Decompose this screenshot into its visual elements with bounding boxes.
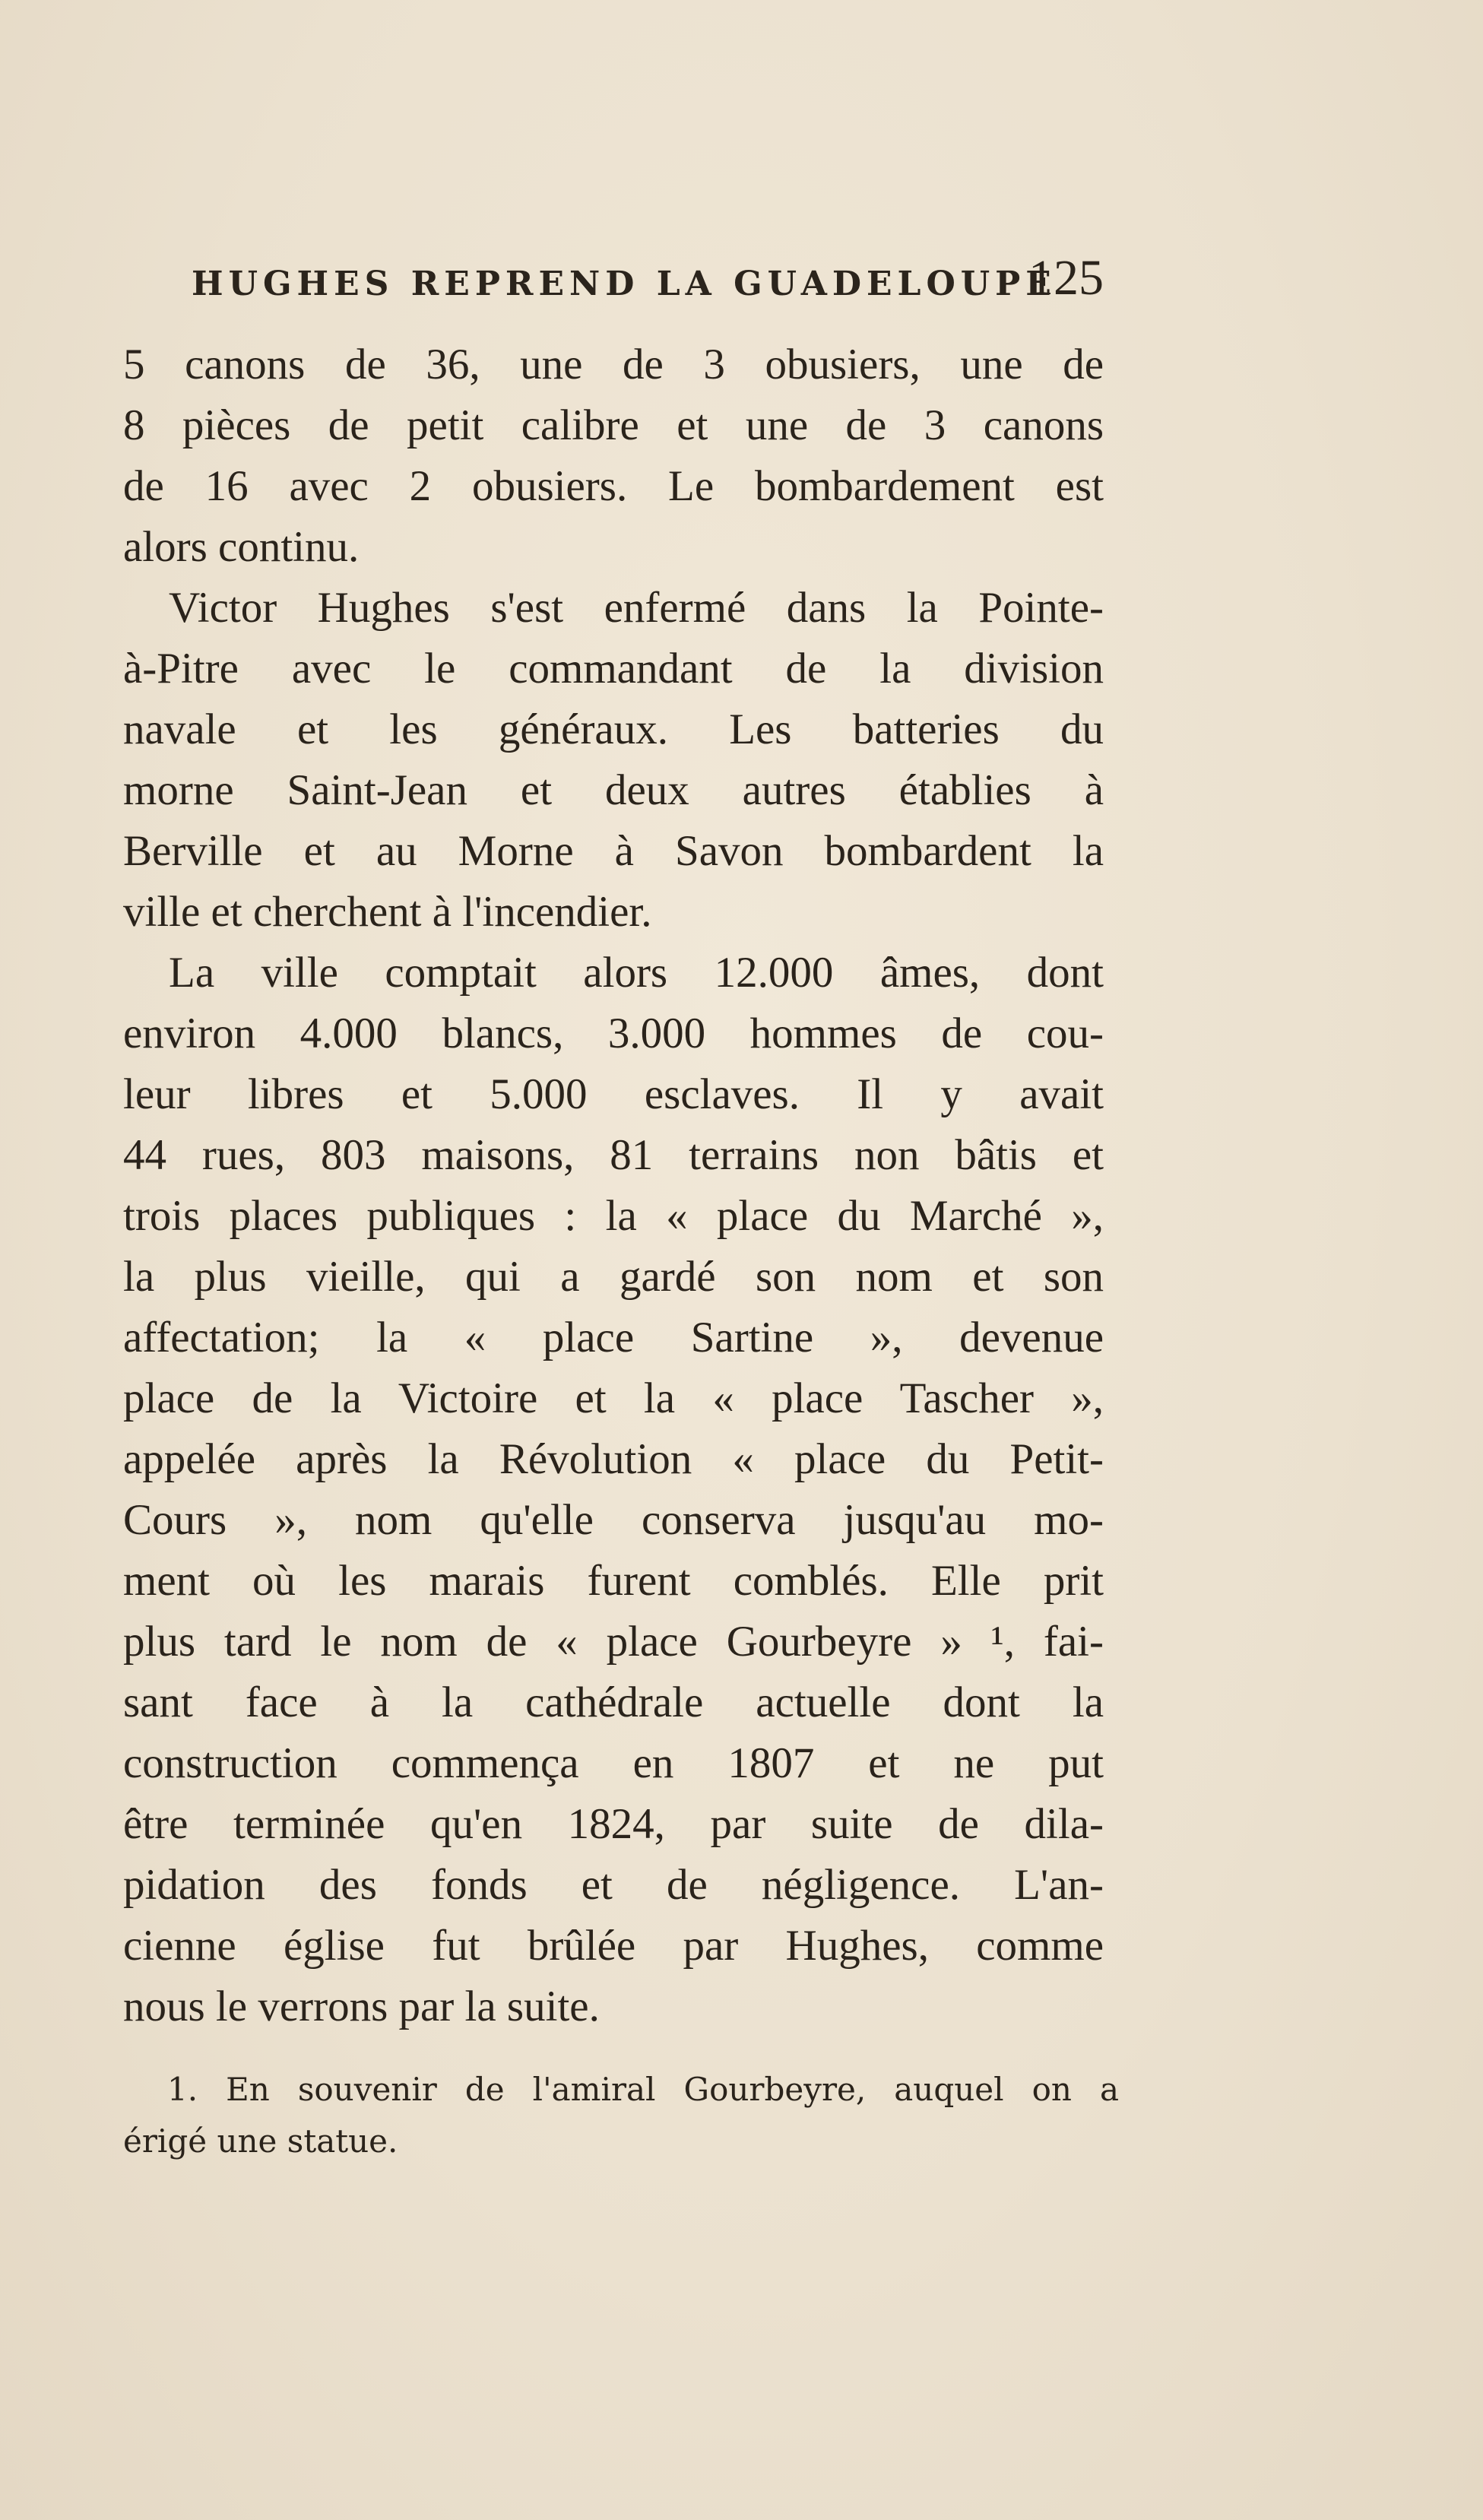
- text-line: ville et cherchent à l'incendier.: [123, 888, 652, 936]
- text-line: à-Pitre avec le commandant de la division: [123, 645, 1104, 693]
- text-line: 44 rues, 803 maisons, 81 terrains non bâtis et: [123, 1131, 1104, 1179]
- text-line: Berville et au Morne à Savon bombardent la: [123, 827, 1104, 875]
- text-line: pidation des fonds et de négligence. L'an-: [123, 1861, 1104, 1909]
- text-line: trois places publiques : la « place du Marché »,: [123, 1192, 1104, 1240]
- page-number: 125: [1028, 250, 1104, 306]
- text-line: Victor Hughes s'est enfermé dans la Pointe-: [169, 584, 1104, 632]
- text-line: 8 pièces de petit calibre et une de 3 canons: [123, 401, 1104, 449]
- text-line: ment où les marais furent comblés. Elle prit: [123, 1557, 1104, 1605]
- text-line: de 16 avec 2 obusiers. Le bombardement est: [123, 462, 1104, 510]
- page-header: [123, 242, 1104, 325]
- text-line: affectation; la « place Sartine », devenue: [123, 1314, 1104, 1361]
- text-line: alors continu.: [123, 523, 360, 571]
- text-line: morne Saint-Jean et deux autres établies à: [123, 766, 1104, 814]
- text-line: nous le verrons par la suite.: [123, 1983, 600, 2030]
- text-line: navale et les généraux. Les batteries du: [123, 705, 1104, 753]
- body-text: [123, 334, 1104, 2037]
- text-line: la plus vieille, qui a gardé son nom et son: [123, 1253, 1104, 1301]
- text-line: leur libres et 5.000 esclaves. Il y avait: [123, 1070, 1104, 1118]
- text-line: appelée après la Révolution « place du Petit-: [123, 1435, 1104, 1483]
- text-line: 5 canons de 36, une de 3 obusiers, une de: [123, 341, 1104, 388]
- text-line: plus tard le nom de « place Gourbeyre » ¹, fai-: [123, 1618, 1104, 1666]
- text-line: place de la Victoire et la « place Tascher »,: [123, 1374, 1104, 1422]
- footnote-line: érigé une statue.: [123, 2122, 398, 2160]
- text-line: Cours », nom qu'elle conserva jusqu'au mo-: [123, 1496, 1104, 1544]
- footnote-line: 1. En souvenir de l'amiral Gourbeyre, auquel on a: [167, 2071, 1119, 2108]
- text-line: La ville comptait alors 12.000 âmes, dont: [169, 949, 1104, 997]
- text-line: environ 4.000 blancs, 3.000 hommes de cou-: [123, 1010, 1104, 1057]
- text-line: sant face à la cathédrale actuelle dont la: [123, 1678, 1104, 1726]
- text-line: cienne église fut brûlée par Hughes, comme: [123, 1922, 1104, 1970]
- footnote: [123, 2064, 1119, 2167]
- running-title: HUGHES REPREND LA GUADELOUPE: [192, 265, 1057, 303]
- text-line: construction commença en 1807 et ne put: [123, 1739, 1104, 1787]
- text-line: être terminée qu'en 1824, par suite de dila-: [123, 1800, 1104, 1848]
